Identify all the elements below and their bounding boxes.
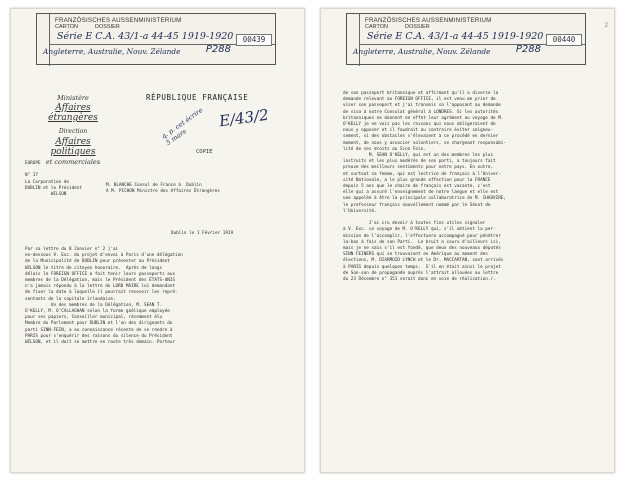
- ministry-line: et commerciales: [45, 158, 101, 166]
- letter-address: M. BLANCHE Consul de France à Dublin A M. PICHON Ministre des Affaires Étrangères: [106, 183, 220, 195]
- stamp-page-code: P288: [205, 44, 231, 55]
- ministry-letterhead: [33, 93, 113, 167]
- copy-label: COPIE: [196, 149, 213, 155]
- stamp-subject: Angleterre, Australie, Nouv. Zélande: [353, 47, 491, 56]
- stamp-series: Série E C.A. 43/1-a 44-45 1919-1920: [57, 31, 234, 42]
- stamp-label-carton: CARTON: [55, 24, 79, 30]
- handwritten-note: q. p. cet écrire 5 mars: [160, 106, 205, 148]
- archive-stamp: [346, 13, 586, 65]
- republic-heading: RÉPUBLIQUE FRANÇAISE: [146, 93, 249, 102]
- ministry-line: Direction: [58, 128, 88, 135]
- stamp-divider: [49, 14, 50, 66]
- stamp-folio: 00440: [546, 34, 582, 46]
- stamp-divider: [359, 14, 360, 66]
- stamp-label-dossier: DOSSIER: [405, 24, 430, 30]
- letter-body: Par sa lettre du 8 Janvier n° 2 j'ai en-dessous V. Exc. du projet d'envoi à Paris d'une délégation de la Municipalité de DUBLIN pour présenter au Président WILSON le titre de citoyen honoraire. Après de longs délais le FOREIGN OFFICE a fait tenir leurs passeports aux membres de la Délégation, mais le Président des ÉTATS-UNIS n'a jamais répondu à la lettre du LORD MAIRE lui demandant de fixer la date à laquelle il pourrait recevoir les repré- sentants de la capitale irlandaise. Un des membres de la Délégation, M. SEAN T. O'KELLY, M. O'CALLAGHAN selon la forme gaélique employée pour ses papiers, Conseiller municipal, récemment élu Membre du Parlement pour DUBLIN et l'un des dirigeants du parti SINN-FEIN, a eu connaissance récente de se rendre à PARIS pour s'enquérir des raisons du silence du Président WILSON, et il doit se mettre en route très demain. Porteur: [25, 247, 183, 346]
- archive-stamp: [36, 13, 276, 65]
- letter-body: de son passeport britannique et affirmant qu'il a diverse la demande relevant au FOREIGN OFFICE, il est venu me prier de viser son passeport et j'ai transmis sa l'apposant au demande de visa à notre Consulat général à LONDRES. Si les autorités britanniques ne donnent en effet leur agrément au voyage de M. O'KELLY je ne vois pas les raisons qui nous obligeraient de nous y opposer et il faudrait au contraire éviter soigneu- sement, si des obstacles s'élevaient à ce procédé en dernier moment, de nous y associer volontiers, se chargeant responsabi- lité de ses droits au Sinn Fein. M. SEAN O'KELLY, qui est un des membres les plus instruits et les plus modérés de son parti, a toujours fait preuve des meilleurs sentiments pour notre pays. En outre, et surtout sa femme, qui est lectrice de français à l'Univer- sité Nationale, a le plus grande affection pour la FRANCE depuis 5 ans que le chaire de français est vacante, c'est elle qui a assuré l'enseignement de notre langue et elle est une appelée à être la principale collaboratrice de M. CHAUVIRE, le professeur français nouvellement nommé par le Sénat de l'Université. J'ai cru devoir à toutes fins utiles signaler à V. Exc. ce voyage de M. O'KELLY qui, s'il obtient la per- mission de l'accomplir, l'effectuera accompagné pour pénétrer la-bas à fois de son Parti. Le bruit a couru d'ailleurs ici, mais je ne sais s'il est fondé, que deux des nouveaux députés SINN FEINERS qui se trouvaient en Amérique au moment des élections, M. DIARMUID LYNCH et le Dr. MACCARTAN, sont arrivés à PARIS depuis quelques temps. S'il en était ainsi le projet de Son-son de propagande auprès l'attrait allouées au lettre du 23 Décembre n° 351 serait donc en voie de réalisation./.: [343, 91, 506, 283]
- stamp-label-dossier: DOSSIER: [95, 24, 120, 30]
- ministry-line: Ministère: [57, 94, 89, 102]
- stamp-org: FRANZÖSISCHES AUSSENMINISTERIUM: [55, 17, 182, 24]
- letter-meta: EUROPE N° 17 La Corporation de DUBLIN et le Président WILSON: [25, 161, 82, 198]
- ministry-line: Affaires étrangères: [48, 103, 98, 123]
- document-page-left: [10, 8, 305, 473]
- stamp-series: Série E C.A. 43/1-a 44-45 1919-1920: [367, 31, 544, 42]
- stamp-label-carton: CARTON: [365, 24, 389, 30]
- ministry-line: Affaires politiques: [50, 137, 96, 157]
- stamp-folio: 00439: [236, 34, 272, 46]
- letter-dateline: Dublin le 1 Février 1919: [171, 231, 234, 236]
- handwritten-reference: E/43/2: [217, 105, 270, 131]
- stamp-subject: Angleterre, Australie, Nouv. Zélande: [43, 47, 181, 56]
- stamp-org: FRANZÖSISCHES AUSSENMINISTERIUM: [365, 17, 492, 24]
- page-number: 2: [604, 23, 608, 29]
- document-page-right: [320, 8, 615, 473]
- stamp-page-code: P288: [515, 44, 541, 55]
